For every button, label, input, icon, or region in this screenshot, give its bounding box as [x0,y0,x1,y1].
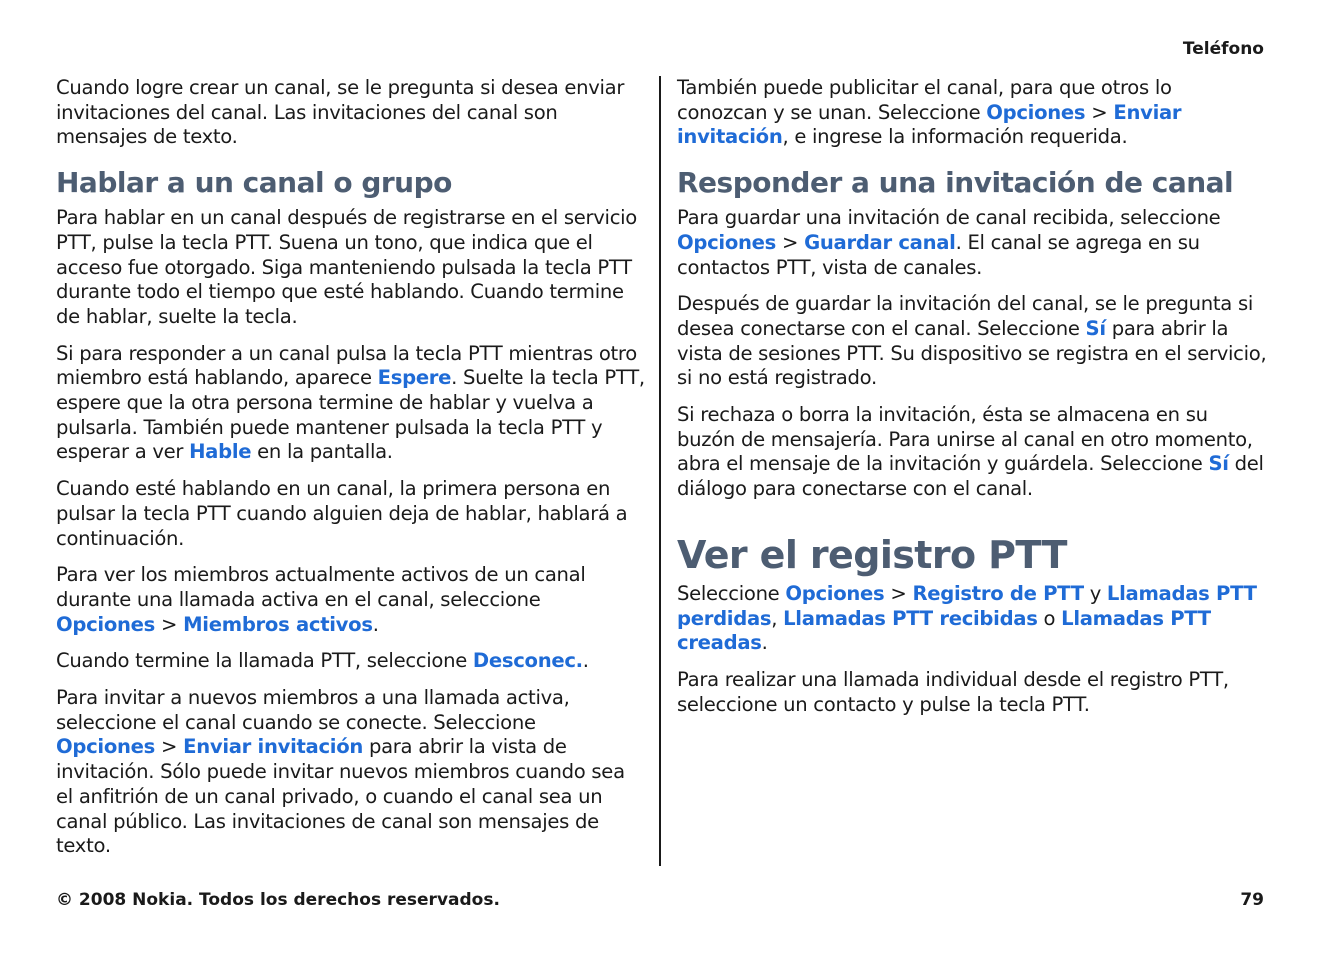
right-column [677,76,1267,729]
menu-enviar-invitacion: Enviar invitación [677,100,1182,149]
softkey-si: Sí [1085,316,1106,340]
paragraph: Después de guardar la invitación del canal, se le pregunta si desea conectarse con el canal. Seleccione Sí para abrir la vista de sesiones PTT. Su dispositivo se registra en el servicio, si no está registrado. [677,292,1267,390]
menu-separator: > [781,230,799,254]
menu-opciones: Opciones [56,735,155,759]
menu-registro-ptt: Registro de PTT [912,581,1084,605]
menu-opciones: Opciones [677,230,776,254]
copyright-footer: © 2008 Nokia. Todos los derechos reservados. [56,890,500,910]
paragraph: Para ver los miembros actualmente activos de un canal durante una llamada activa en el canal, seleccione Opciones > Miembros activos. [56,563,586,636]
paragraph: Si para responder a un canal pulsa la tecla PTT mientras otro miembro está hablando, aparece Espere. Suelte la tecla PTT, espere que la otra persona termine de hablar y vuelva a pulsarla. También puede mantener pulsada la tecla PTT y esperar a ver Hable en la pantalla. [56,341,645,464]
softkey-hable: Hable [189,440,252,464]
menu-separator: > [890,581,907,605]
menu-llamadas-recibidas: Llamadas PTT recibidas [783,606,1038,630]
paragraph: También puede publicitar el canal, para que otros lo conozcan y se unan. Seleccione Opciones > Enviar invitación, e ingrese la información requerida. [677,76,1182,149]
paragraph: Para invitar a nuevos miembros a una llamada activa, seleccione el canal cuando se conecte. Seleccione Opciones > Enviar invitación para abrir la vista de invitación. Sólo puede invitar nuevos miembros cuando sea el anfitrión de un canal privado, o cuando el canal sea un canal público. Las invitaciones de canal son mensajes de texto. [56,686,625,858]
paragraph: Para guardar una invitación de canal recibida, seleccione Opciones > Guardar canal. El canal se agrega en su contactos PTT, vista de canales. [677,206,1221,279]
menu-enviar-invitacion: Enviar invitación [183,735,364,759]
paragraph: Si rechaza o borra la invitación, ésta se almacena en su buzón de mensajería. Para unirse al canal en otro momento, abra el mensaje de la invitación y guárdela. Seleccione Sí del diálogo para conectarse con el canal. [677,403,1264,501]
paragraph: Cuando termine la llamada PTT, seleccione Desconec.. [56,649,589,673]
paragraph: Cuando logre crear un canal, se le pregunta si desea enviar invitaciones del canal. Las invitaciones del canal son mensajes de texto. [56,76,625,149]
section-heading-responder: Responder a una invitación de canal [677,166,1234,200]
menu-opciones: Opciones [785,581,885,605]
menu-llamadas-perdidas: Llamadas PTT perdidas [677,581,1257,630]
softkey-desconec: Desconec. [472,649,583,673]
menu-llamadas-creadas: Llamadas PTT creadas [677,606,1211,655]
softkey-espere: Espere [377,366,452,390]
left-column [56,76,646,871]
section-heading-hablar: Hablar a un canal o grupo [56,166,452,200]
menu-miembros-activos: Miembros activos [183,612,373,636]
paragraph: Para hablar en un canal después de registrarse en el servicio PTT, pulse la tecla PTT. Suena un tono, que indica que el acceso fue otorgado. Siga manteniendo pulsada la tecla PTT durante todo el tiempo que esté hablando. Cuando termine de hablar, suelte la tecla. [56,206,637,328]
menu-opciones: Opciones [986,100,1086,124]
section-header: Teléfono [1182,39,1264,59]
page-number: 79 [1240,890,1264,910]
paragraph: Seleccione Opciones > Registro de PTT y Llamadas PTT perdidas, Llamadas PTT recibidas o Llamadas PTT creadas. [677,581,1257,655]
paragraph: Cuando esté hablando en un canal, la primera persona en pulsar la tecla PTT cuando alguien deja de hablar, hablará a continuación. [56,477,628,550]
menu-guardar-canal: Guardar canal [804,230,956,254]
menu-opciones: Opciones [56,612,155,636]
menu-separator: > [160,612,178,636]
section-title-ver-registro: Ver el registro PTT [677,532,1067,577]
softkey-si: Sí [1208,452,1229,476]
column-divider [659,76,661,866]
paragraph: Para realizar una llamada individual desde el registro PTT, seleccione un contacto y pulse la tecla PTT. [677,667,1229,716]
menu-separator: > [160,735,178,759]
menu-separator: > [1091,100,1108,124]
